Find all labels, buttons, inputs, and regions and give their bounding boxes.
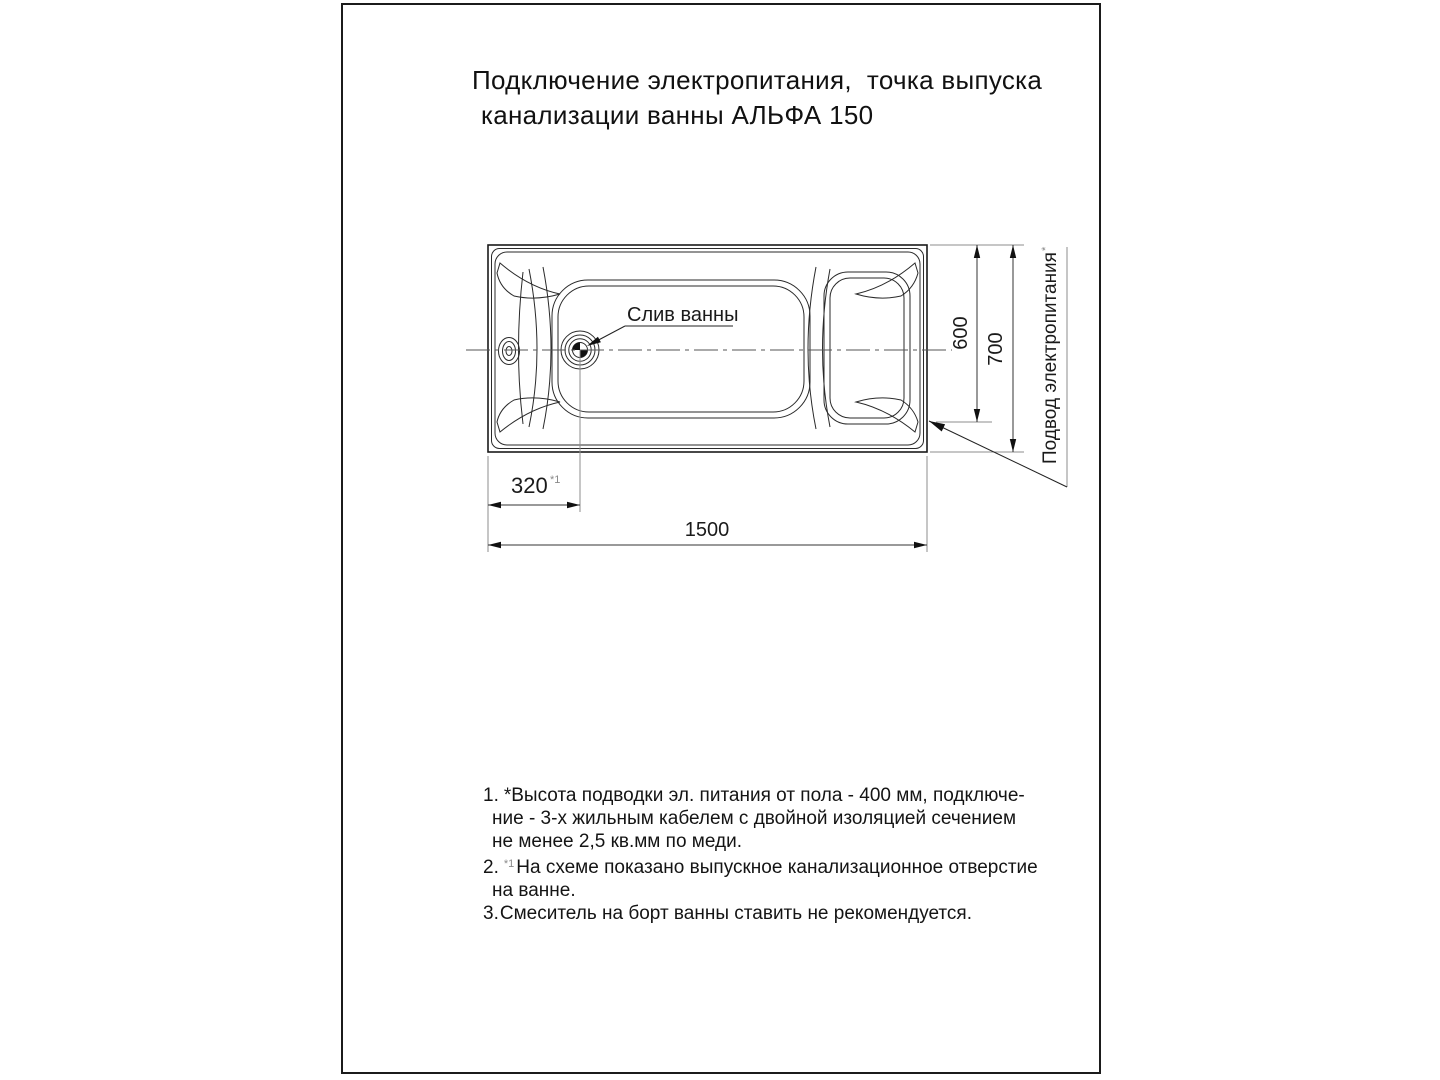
power-label: Подвод электропитания [1040, 252, 1061, 464]
arrow-1500-right [914, 542, 927, 548]
arrow-700-bottom [1010, 439, 1016, 452]
dim-text-320-sup: *1 [550, 474, 561, 486]
arrow-1500-left [488, 542, 501, 548]
dimension-lines [488, 245, 1016, 548]
page-title-line-1: Подключение электропитания, точка выпуска [472, 65, 1043, 95]
tub-foot-section [824, 272, 910, 424]
tub-wing-bottom-right [856, 398, 918, 432]
arrow-320-left [488, 502, 501, 508]
dim-text-320: 320 [511, 473, 548, 498]
arrow-600-top [974, 245, 980, 258]
arrow-600-bottom [974, 409, 980, 422]
drain-label: Слив ванны [627, 304, 739, 326]
tub-foot-section-inner [830, 278, 904, 418]
tub-left-band-inner [529, 269, 537, 427]
tub-wing-bottom-left [497, 398, 560, 432]
page-title-line-2: канализации ванны АЛЬФА 150 [481, 100, 874, 130]
drain-fill-quadrant-1 [573, 343, 581, 351]
tub-right-band [808, 267, 816, 429]
note-line [483, 784, 1063, 807]
note-line: на ванне. [492, 880, 576, 901]
diagram-texts [511, 246, 1061, 541]
overflow-hole-center [506, 347, 512, 356]
note-line: не менее 2,5 кв.мм по меди. [492, 831, 742, 852]
tub-wing-top-right [856, 263, 918, 298]
note-reference-mark: *1 [503, 858, 515, 870]
note-number: 1. [483, 785, 499, 806]
note-text: Смеситель на борт ванны ставить не рекомендуется. [499, 903, 972, 924]
tub-wing-top-left [497, 263, 560, 298]
document-page [341, 3, 1101, 1074]
notes-list [483, 784, 1063, 925]
tub-outer-rim [488, 245, 927, 452]
note-3 [483, 902, 1063, 925]
arrow-700-top [1010, 245, 1016, 258]
note-2 [483, 853, 1063, 902]
overflow-hole-inner [503, 342, 516, 361]
note-number: 3. [483, 903, 499, 924]
note-text: *Высота подводки эл. питания от пола - 400 мм, подключе- [503, 785, 1025, 806]
note-line [483, 902, 1063, 925]
note-1 [483, 784, 1063, 853]
dim-text-1500: 1500 [684, 519, 730, 541]
note-line: ние - 3-х жильным кабелем с двойной изоляцией сечением [492, 808, 1017, 829]
tub-rim-line-2 [495, 252, 920, 445]
power-label-sup: * [1040, 246, 1052, 251]
dim-text-700: 700 [985, 332, 1007, 366]
arrow-320-right [567, 502, 580, 508]
bathtub-top-view [488, 245, 927, 452]
dim-text-600: 600 [950, 316, 972, 350]
note-number: 2. [483, 857, 499, 878]
power-point-arrow [929, 421, 945, 432]
note-text: На схеме показано выпускное канализационное отверстие [516, 857, 1038, 878]
note-line [483, 853, 1063, 879]
drain-fill-quadrant-2 [580, 350, 588, 358]
